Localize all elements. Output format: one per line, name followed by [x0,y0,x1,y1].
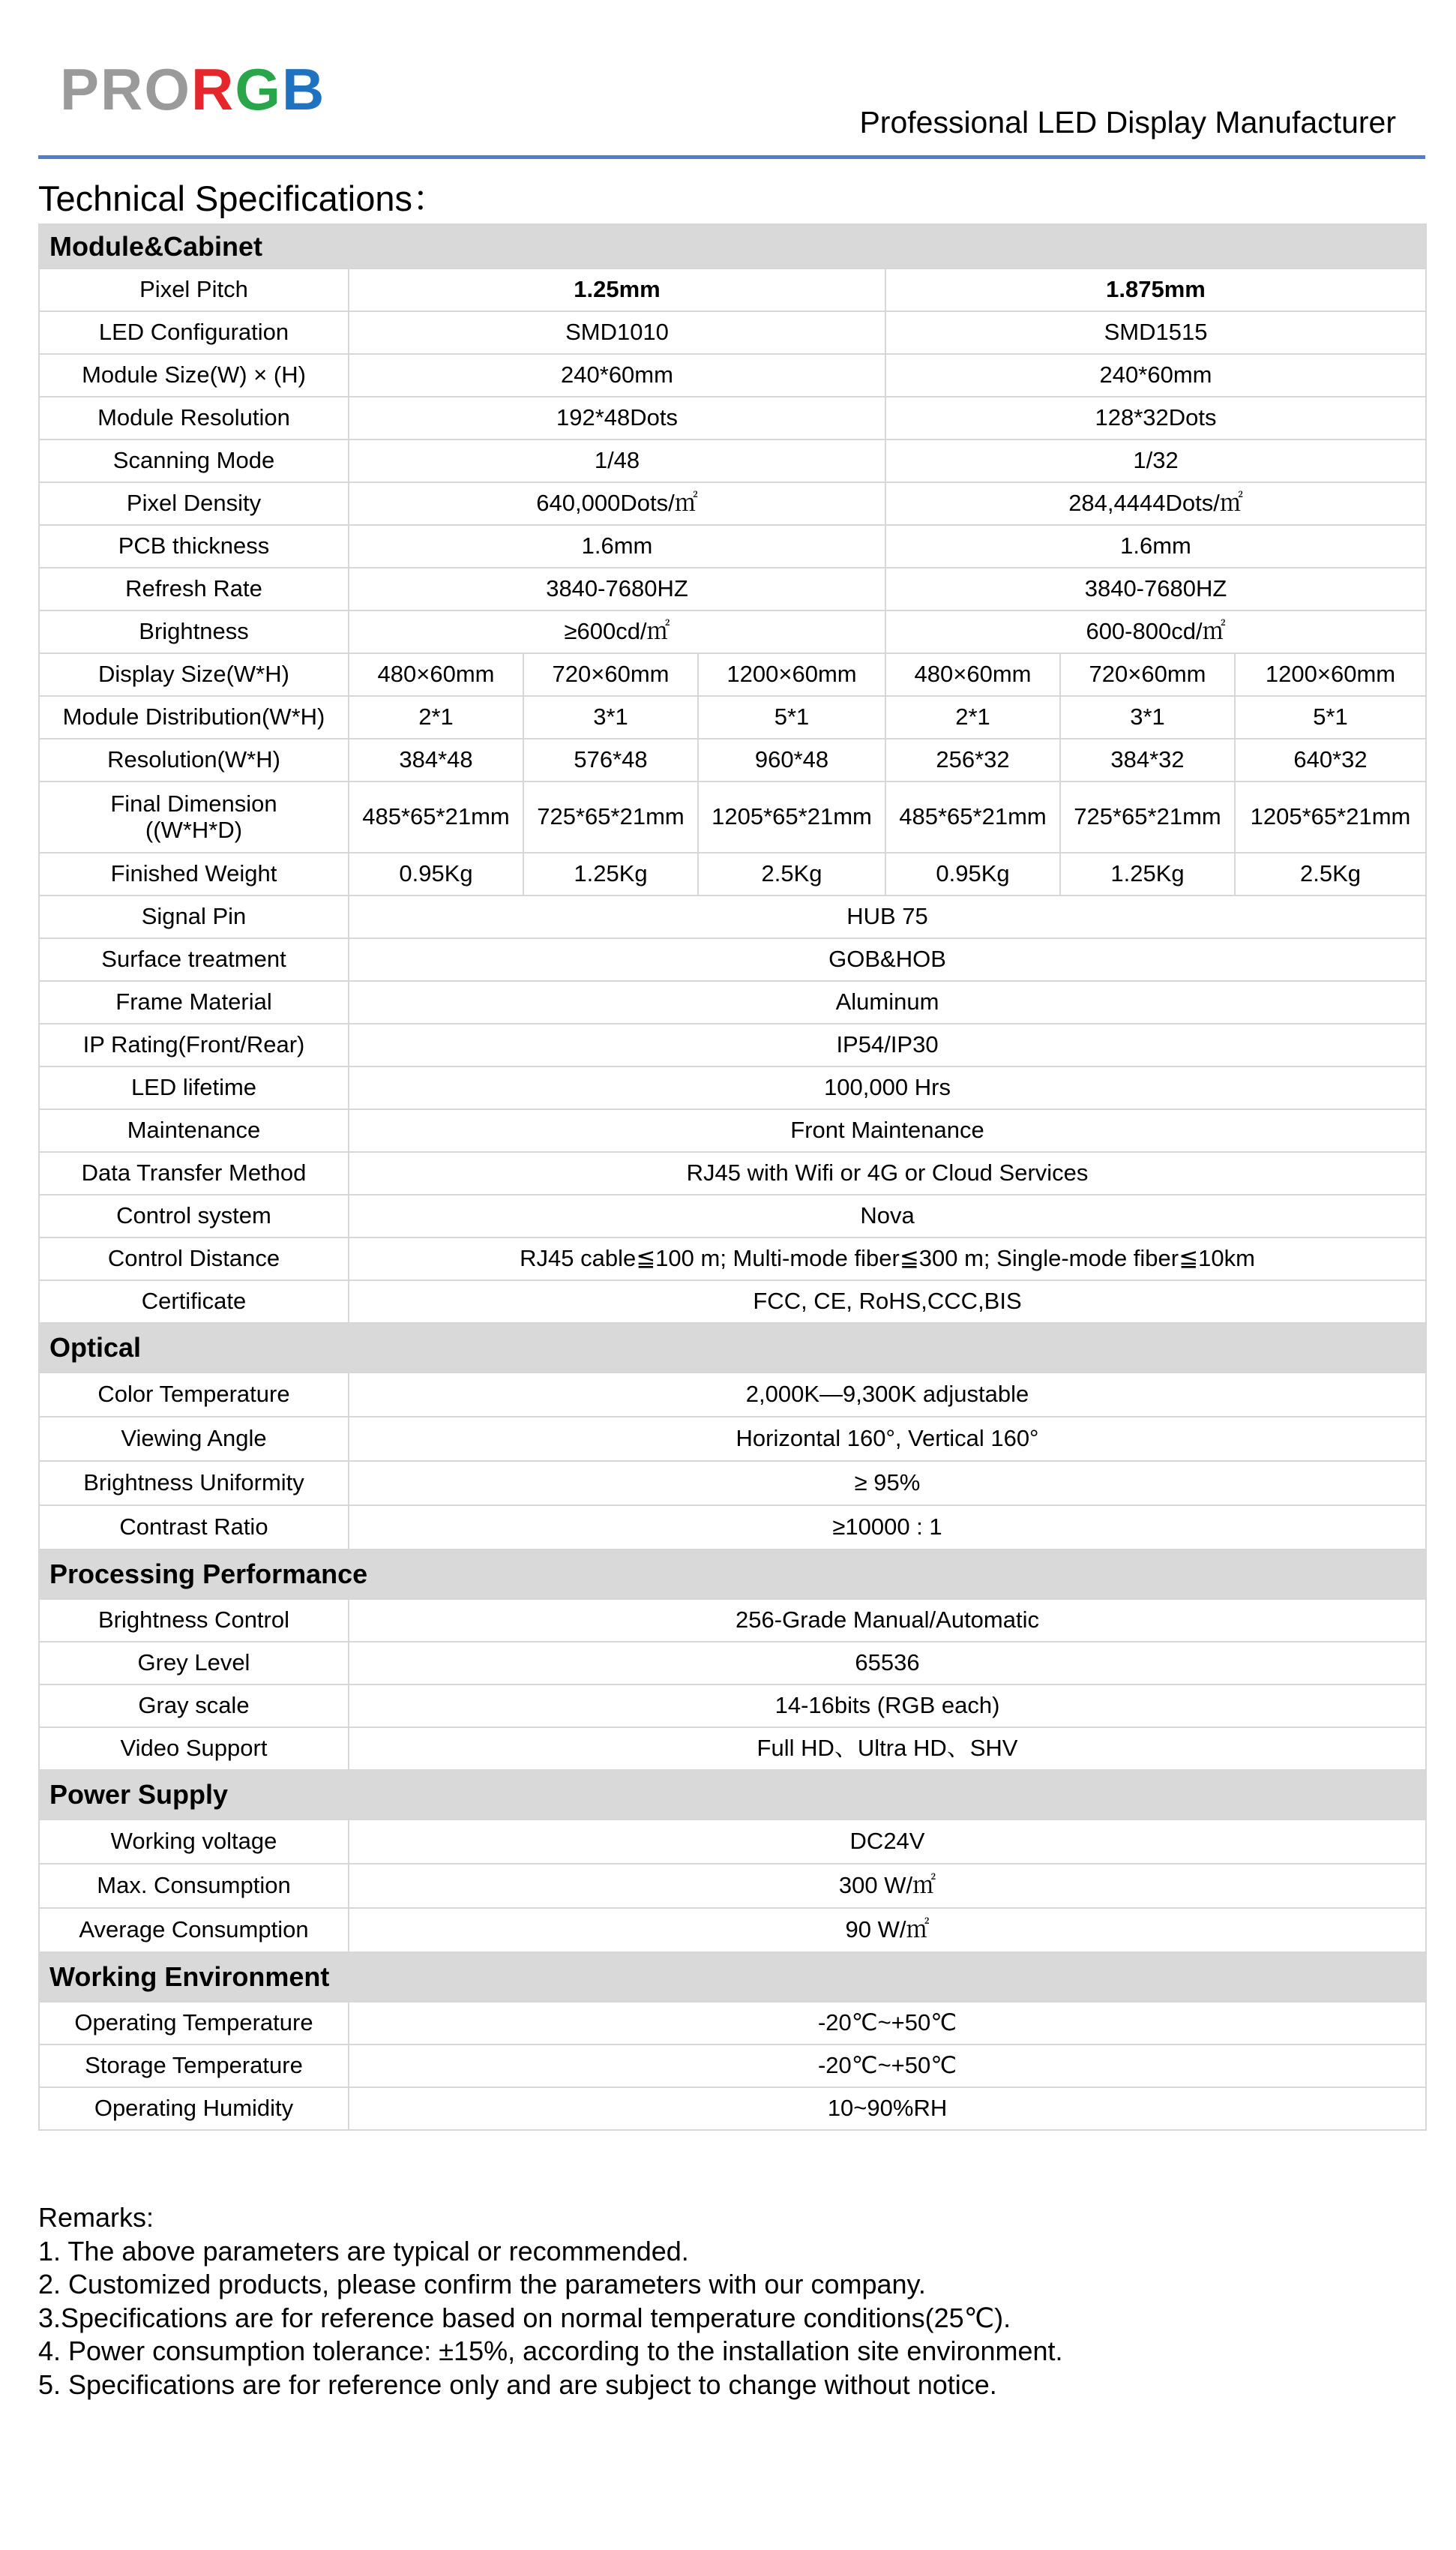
row-label: Gray scale [39,1684,349,1727]
cell-value: 1.6mm [349,525,885,568]
row-label: Video Support [39,1727,349,1770]
row-label: Display Size(W*H) [39,653,349,696]
remark-item: 2. Customized products, please confirm the parameters with our company. [38,2269,926,2300]
header-divider [38,155,1425,159]
cell-value: 720×60mm [523,653,698,696]
cell-value: 0.95Kg [349,853,523,896]
remark-item: 5. Specifications are for reference only and are subject to change without notice. [38,2368,997,2400]
cell-value: 192*48Dots [349,397,885,440]
remark-item: 4. Power consumption tolerance: ±15%, according to the installation site environment. [38,2336,1063,2366]
row-label: Surface treatment [39,938,349,981]
cell-value: -20℃~+50℃ [349,2044,1426,2087]
cell-value: 2,000K—9,300K adjustable [349,1372,1426,1417]
row-label: Module Distribution(W*H) [39,696,349,739]
row-label: Maintenance [39,1109,349,1152]
remark-item: 3.Specifications are for reference based on normal temperature conditions(25℃). [38,2302,1011,2333]
logo-b: B [282,56,326,122]
cell-value: Aluminum [349,981,1426,1024]
row-label: Module Size(W) × (H) [39,354,349,397]
row-label: Max. Consumption [39,1864,349,1908]
logo-pro: PRO [60,56,192,122]
row-label: Color Temperature [39,1372,349,1417]
cell-value: ≥10000 : 1 [349,1505,1426,1550]
logo-r: R [191,56,235,122]
cell-value: 2.5Kg [698,853,885,896]
cell-value: 3*1 [523,696,698,739]
row-label: Resolution(W*H) [39,739,349,782]
cell-value: 384*48 [349,739,523,782]
pitch-a-value: 1.25mm [349,268,885,311]
section-power-supply: Power Supply [39,1770,1426,1820]
final-dimension-label: Final Dimension [110,790,277,818]
cell-value: 3*1 [1060,696,1235,739]
row-label: IP Rating(Front/Rear) [39,1024,349,1066]
row-label: Pixel Pitch [39,268,349,311]
header-tagline: Professional LED Display Manufacturer [859,105,1396,140]
cell-value: 720×60mm [1060,653,1235,696]
cell-value: 100,000 Hrs [349,1066,1426,1109]
row-label: Certificate [39,1280,349,1323]
remarks [38,2201,1063,2402]
remark-item: 1. The above parameters are typical or recommended. [38,2235,689,2266]
page-title: Technical Specifications： [38,178,448,218]
cell-value: 485*65*21mm [885,782,1060,853]
cell-value: 1.25Kg [1060,853,1235,896]
cell-value: 600-800cd/㎡ [885,610,1426,653]
cell-value: 640,000Dots/㎡ [349,482,885,525]
cell-value: 0.95Kg [885,853,1060,896]
cell-value: 1/32 [885,440,1426,482]
cell-value: 1/48 [349,440,885,482]
row-label: Brightness Uniformity [39,1461,349,1505]
row-label: Control system [39,1195,349,1238]
cell-value: 5*1 [1235,696,1426,739]
cell-value: ≥600cd/㎡ [349,610,885,653]
section-processing: Processing Performance [39,1550,1426,1599]
cell-value: 725*65*21mm [523,782,698,853]
row-label: Viewing Angle [39,1417,349,1461]
row-label: Grey Level [39,1642,349,1684]
cell-value: 576*48 [523,739,698,782]
row-label: Operating Humidity [39,2087,349,2130]
row-label: Average Consumption [39,1908,349,1952]
row-label: Brightness Control [39,1599,349,1642]
cell-value: DC24V [349,1820,1426,1864]
pitch-b-value: 1.875mm [885,268,1426,311]
row-label: Data Transfer Method [39,1152,349,1195]
cell-value: 90 W/㎡ [349,1908,1426,1952]
cell-value: 256*32 [885,739,1060,782]
cell-value: 1.25Kg [523,853,698,896]
cell-value: 128*32Dots [885,397,1426,440]
cell-value: 1.6mm [885,525,1426,568]
row-label: Module Resolution [39,397,349,440]
cell-value: 240*60mm [885,354,1426,397]
row-label: Refresh Rate [39,568,349,610]
cell-value: 2*1 [885,696,1060,739]
cell-value: 3840-7680HZ [349,568,885,610]
cell-value: 1200×60mm [1235,653,1426,696]
cell-value: 725*65*21mm [1060,782,1235,853]
remarks-title: Remarks: [38,2202,154,2233]
row-label: Brightness [39,610,349,653]
cell-value: HUB 75 [349,896,1426,938]
row-label: Finished Weight [39,853,349,896]
cell-value: 5*1 [698,696,885,739]
row-label: LED lifetime [39,1066,349,1109]
cell-value: 640*32 [1235,739,1426,782]
cell-value: 1205*65*21mm [698,782,885,853]
row-label: Storage Temperature [39,2044,349,2087]
section-optical: Optical [39,1323,1426,1372]
cell-value: 960*48 [698,739,885,782]
cell-value: 2*1 [349,696,523,739]
cell-value: 256-Grade Manual/Automatic [349,1599,1426,1642]
cell-value: Nova [349,1195,1426,1238]
cell-value: FCC, CE, RoHS,CCC,BIS [349,1280,1426,1323]
cell-value: 240*60mm [349,354,885,397]
cell-value: RJ45 cable≦100 m; Multi-mode fiber≦300 m; Single-mode fiber≦10km [349,1238,1426,1280]
cell-value: 480×60mm [349,653,523,696]
cell-value: 480×60mm [885,653,1060,696]
cell-value: 485*65*21mm [349,782,523,853]
row-label: Scanning Mode [39,440,349,482]
cell-value: RJ45 with Wifi or 4G or Cloud Services [349,1152,1426,1195]
section-module-cabinet: Module&Cabinet [39,224,1426,268]
row-label: Signal Pin [39,896,349,938]
cell-value: Front Maintenance [349,1109,1426,1152]
cell-value: 1200×60mm [698,653,885,696]
final-dimension-sublabel: ((W*H*D) [145,816,243,843]
cell-value: Horizontal 160°, Vertical 160° [349,1417,1426,1461]
row-label: PCB thickness [39,525,349,568]
section-working-environment: Working Environment [39,1952,1426,2002]
cell-value: 65536 [349,1642,1426,1684]
cell-value: 384*32 [1060,739,1235,782]
cell-value: 2.5Kg [1235,853,1426,896]
cell-value: Full HD、Ultra HD、SHV [349,1727,1426,1770]
row-label: Pixel Density [39,482,349,525]
row-label: LED Configuration [39,311,349,354]
cell-value: IP54/IP30 [349,1024,1426,1066]
row-label [39,782,349,853]
row-label: Working voltage [39,1820,349,1864]
row-label: Contrast Ratio [39,1505,349,1550]
cell-value: SMD1515 [885,311,1426,354]
cell-value: -20℃~+50℃ [349,2002,1426,2044]
prorgb-logo [60,56,326,122]
logo-g: G [235,56,283,122]
row-label: Frame Material [39,981,349,1024]
cell-value: 300 W/㎡ [349,1864,1426,1908]
cell-value: 3840-7680HZ [885,568,1426,610]
cell-value: GOB&HOB [349,938,1426,981]
cell-value: SMD1010 [349,311,885,354]
row-label: Control Distance [39,1238,349,1280]
cell-value: 1205*65*21mm [1235,782,1426,853]
cell-value: ≥ 95% [349,1461,1426,1505]
cell-value: 14-16bits (RGB each) [349,1684,1426,1727]
row-label: Operating Temperature [39,2002,349,2044]
spec-table [38,224,1427,2131]
cell-value: 10~90%RH [349,2087,1426,2130]
cell-value: 284,4444Dots/㎡ [885,482,1426,525]
